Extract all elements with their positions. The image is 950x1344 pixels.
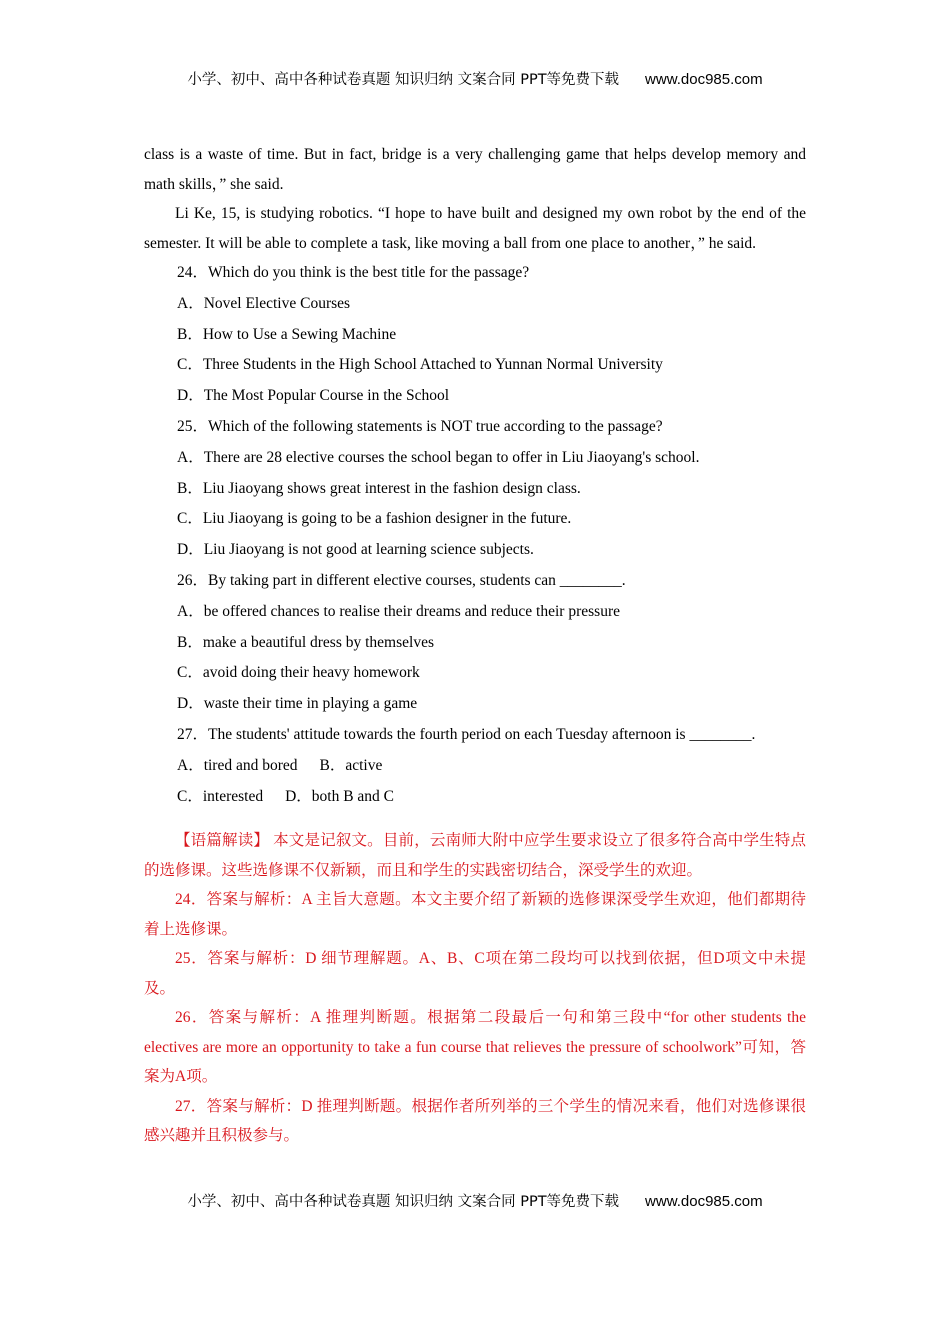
option-a: A．be offered chances to realise their dreams and reduce their pressure [177, 602, 620, 620]
page-footer [0, 1190, 950, 1211]
question-26 [144, 566, 806, 720]
question-stem: 25．Which of the following statements is NOT true according to the passage? [177, 417, 663, 435]
question-24 [144, 258, 806, 412]
option-a: A．There are 28 elective courses the school began to offer in Liu Jiaoyang's school. [177, 448, 700, 466]
answer-27: 27．答案与解析：D 推理判断题。根据作者所列举的三个学生的情况来看，他们对选修课很感兴趣并且积极参与。 [144, 1097, 806, 1145]
footer-text: 小学、初中、高中各种试卷真题 知识归纳 文案合同 PPT等免费下载 [187, 1194, 620, 1210]
header-url[interactable]: www.doc985.com [645, 71, 763, 88]
page-header [0, 68, 950, 89]
option-c: C．interested [177, 787, 264, 805]
option-a: A．tired and bored [177, 756, 298, 774]
option-b: B．How to Use a Sewing Machine [177, 325, 397, 343]
option-row-cd [144, 782, 806, 813]
option-d: D．Liu Jiaoyang is not good at learning science subjects. [177, 541, 534, 559]
passage-paragraph-1: class is a waste of time. But in fact, bridge is a very challenging game that helps develop memory and math skills，” she said. [144, 146, 806, 193]
option-c: C．avoid doing their heavy homework [177, 664, 420, 682]
answer-25: 25．答案与解析：D 细节理解题。A、B、C项在第二段均可以找到依据，但D项文中未提及。 [144, 950, 806, 997]
footer-url[interactable]: www.doc985.com [645, 1193, 763, 1210]
option-b: B．active [319, 756, 383, 774]
answer-26: 26．答案与解析：A 推理判断题。根据第二段最后一句和第三段中“for other students the electives are more an opportunity to take a fun course that relieves the pressure of schoolwork”可知，答案为A项。 [144, 1009, 806, 1086]
option-b: B．Liu Jiaoyang shows great interest in the fashion design class. [177, 479, 581, 497]
option-d: D．both B and C [285, 787, 395, 805]
analysis-section [144, 826, 806, 1151]
option-c: C．Liu Jiaoyang is going to be a fashion designer in the future. [177, 510, 572, 528]
question-stem: 24．Which do you think is the best title for the passage? [177, 264, 530, 281]
option-b: B．make a beautiful dress by themselves [177, 633, 434, 651]
answer-24: 24．答案与解析：A 主旨大意题。本文主要介绍了新颖的选修课深受学生欢迎，他们都期待着上选修课。 [144, 891, 806, 938]
passage-paragraph-2: Li Ke, 15, is studying robotics. “I hope to have built and designed my own robot by the end of the semester. It will be able to complete a task, like moving a ball from one place to another，” he said. [144, 205, 806, 252]
header-text: 小学、初中、高中各种试卷真题 知识归纳 文案合同 PPT等免费下载 [187, 72, 620, 88]
analysis-intro: 【语篇解读】 本文是记叙文。目前，云南师大附中应学生要求设立了很多符合高中学生特点的选修课。这些选修课不仅新颖，而且和学生的实践密切结合，深受学生的欢迎。 [144, 832, 806, 879]
question-27 [144, 720, 806, 812]
option-d: D．The Most Popular Course in the School [177, 387, 450, 405]
option-row-ab [144, 751, 806, 782]
document-body [144, 140, 806, 1151]
question-stem: 27．The students' attitude towards the fourth period on each Tuesday afternoon is ________. [177, 725, 756, 743]
question-25 [144, 412, 806, 566]
option-d: D．waste their time in playing a game [177, 695, 418, 713]
option-a: A．Novel Elective Courses [177, 294, 351, 312]
option-c: C．Three Students in the High School Attached to Yunnan Normal University [177, 356, 663, 374]
question-stem: 26．By taking part in different elective courses, students can ________. [177, 571, 626, 589]
